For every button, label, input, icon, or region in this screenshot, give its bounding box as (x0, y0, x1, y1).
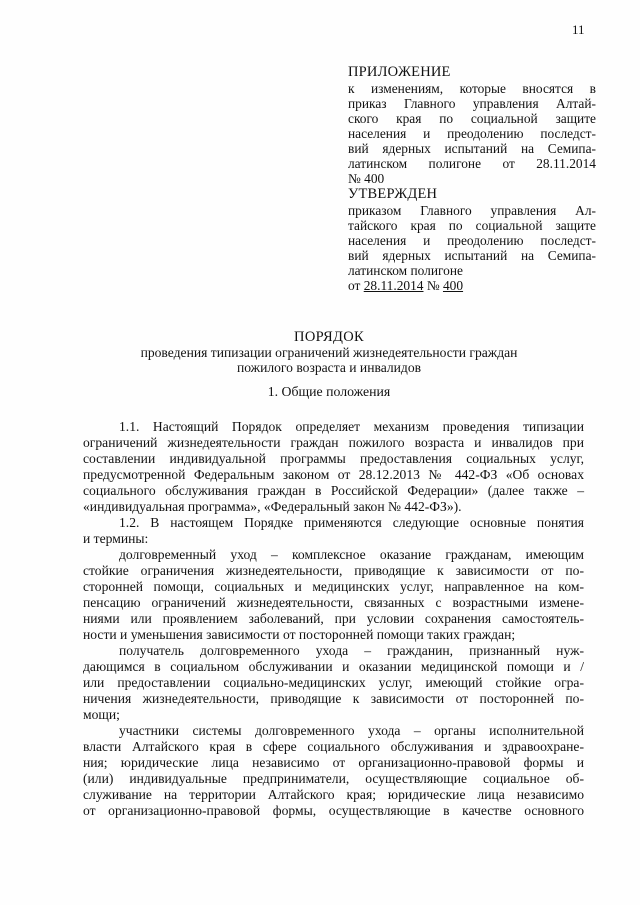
appendix-text-line: к изменениям, которые вносятся в (348, 81, 596, 96)
body-line: пенсацию ограничений жизнедеятельности, связанных с возрастными измене- (83, 595, 584, 610)
body-line: социального обслуживания граждан в Российской Федерации» (далее также – (83, 483, 584, 498)
approval-date-prefix: от (348, 278, 364, 293)
approval-date-line (348, 278, 596, 293)
approved-text-line: вий ядерных испытаний на Семипа- (348, 248, 596, 263)
body-line: ничения жизнедеятельности, приводящие к зависимости от посторонней по- (83, 691, 584, 706)
body-line: 1.1. Настоящий Порядок определяет механизм проведения типизации (119, 419, 584, 434)
body-line: от организационно-правовой формы, осуществляющие в качестве основного (83, 803, 584, 818)
body-line: и термины: (83, 531, 149, 546)
appendix-text-line: вий ядерных испытаний на Семипа- (348, 141, 596, 156)
appendix-text-line: латинском полигоне от 28.11.2014 (348, 156, 596, 171)
title-line-1: проведения типизации ограничений жизнедеятельности граждан (140, 345, 518, 360)
approved-text (348, 203, 596, 278)
approved-text-line: приказом Главного управления Ал- (348, 203, 596, 218)
appendix-heading: ПРИЛОЖЕНИЕ (348, 64, 451, 80)
body-line: (или) индивидуальные предприниматели, осуществляющие социальное об- (83, 771, 584, 786)
appendix-text (348, 81, 596, 186)
appendix-text-line: № 400 (348, 171, 385, 186)
approval-number-prefix: № (423, 278, 443, 293)
body-line: 1.2. В настоящем Порядке применяются следующие основные понятия (119, 515, 584, 530)
body-line: стойкие ограничения жизнедеятельности, приводящие к зависимости от по- (83, 563, 584, 578)
body-line: дающимся в социальном обслуживании и оказании медицинской помощи и / (83, 659, 584, 674)
approval-date: 28.11.2014 (363, 278, 424, 293)
body-line: служивание на территории Алтайского края; юридические лица независимо (83, 787, 584, 802)
body-line: власти Алтайского края в сфере социального обслуживания и здравоохране- (83, 739, 584, 754)
approved-text-line: латинском полигоне (348, 263, 463, 278)
body-line: участники системы долговременного ухода – органы исполнительной (119, 723, 584, 738)
body-line: долговременный уход – комплексное оказание гражданам, имеющим (119, 547, 584, 562)
appendix-text-line: ского края по социальной защите (348, 111, 596, 126)
body-line: получатель долговременного ухода – гражданин, признанный нуж- (119, 643, 584, 658)
approval-number: 400 (442, 278, 464, 293)
appendix-text-line: населения и преодолению последст- (348, 126, 596, 141)
body-line: ниями или проявлением заболеваний, при условии сохранения самостоятель- (83, 611, 584, 626)
approved-block (348, 186, 596, 293)
body-line: мощи; (83, 707, 120, 722)
appendix-text-line: приказ Главного управления Алтай- (348, 96, 596, 111)
approved-heading: УТВЕРЖДЕН (348, 186, 438, 202)
approved-text-line: тайского края по социальной защите (348, 218, 596, 233)
body-line: ния; юридические лица независимо от организационно-правовой формы и (83, 755, 584, 770)
body-line: ности и уменьшения зависимости от посторонней помощи таких граждан; (83, 627, 516, 642)
body-line: или предоставлении социально-медицинских услуг, имеющий стойкие огра- (83, 675, 584, 690)
page-number: 11 (572, 22, 585, 37)
approved-text-line: населения и преодолению последст- (348, 233, 596, 248)
appendix-block (348, 64, 596, 186)
document-title (100, 330, 558, 375)
body-line: ограничений жизнедеятельности граждан пожилого возраста и инвалидов при (83, 435, 584, 450)
body-line: сторонней помощи, социальных и медицинских услуг, направленное на ком- (83, 579, 584, 594)
body-line: предусмотренной Федеральным законом от 28.12.2013 № 442-ФЗ «Об основах (83, 467, 584, 482)
title-main: ПОРЯДОК (294, 329, 364, 345)
title-line-2: пожилого возраста и инвалидов (236, 360, 422, 375)
body-line: составлении индивидуальной программы предоставления социальных услуг, (83, 451, 584, 466)
body-line: «индивидуальная программа», «Федеральный закон № 442-ФЗ»). (83, 499, 462, 514)
section-heading: 1. Общие положения (267, 384, 391, 399)
body-text (83, 419, 584, 819)
